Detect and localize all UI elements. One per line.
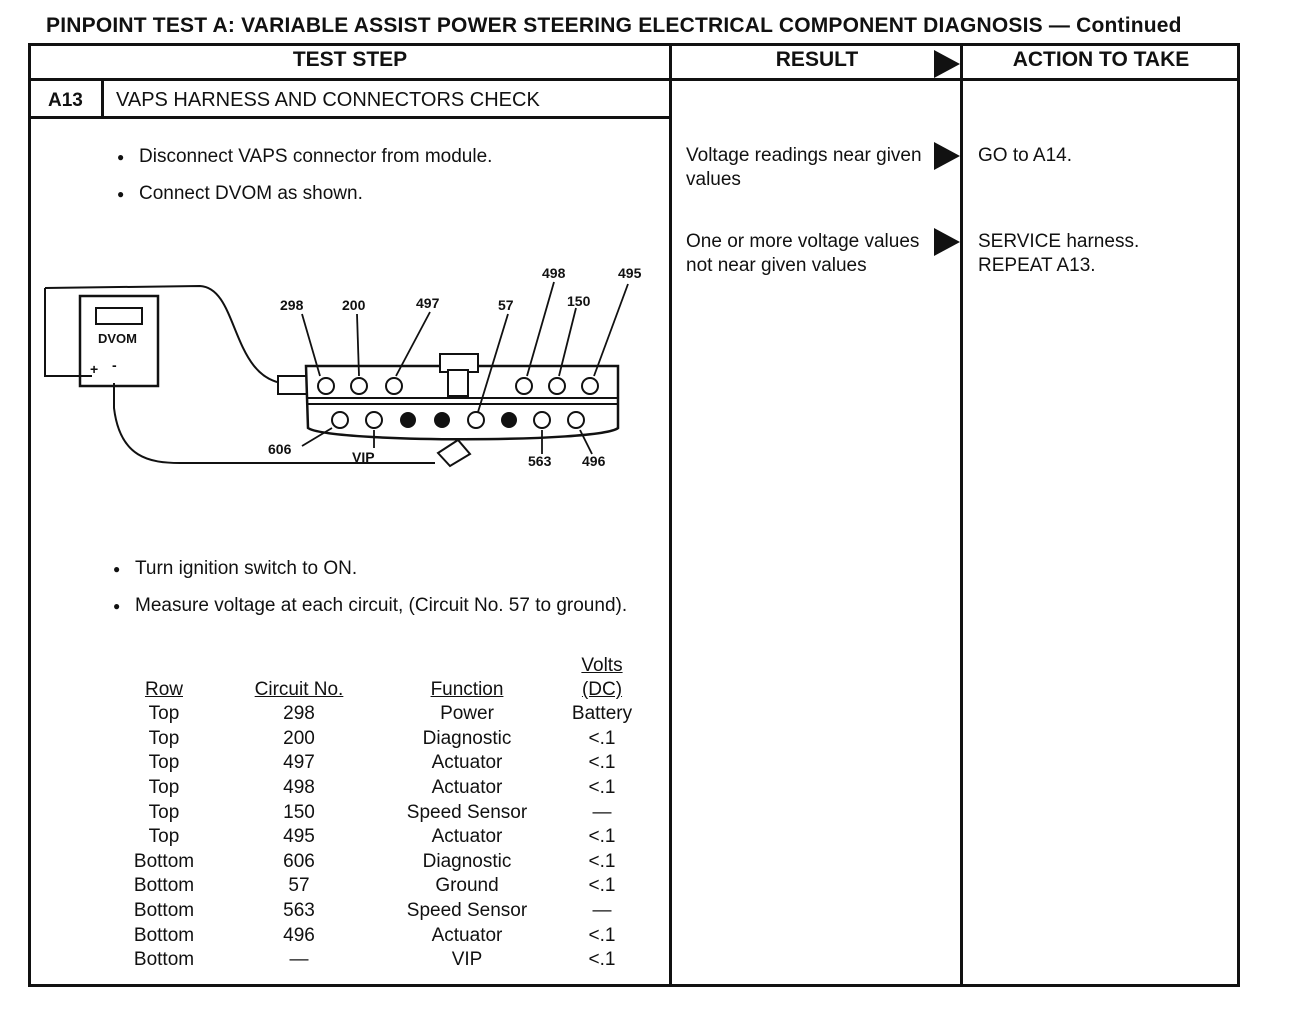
page-title: PINPOINT TEST A: VARIABLE ASSIST POWER STEERING ELECTRICAL COMPONENT DIAGNOSIS — Continued: [46, 14, 1182, 37]
result-2: One or more voltage values not near given values: [686, 231, 920, 276]
label-298: 298: [280, 297, 304, 313]
table-row: [122, 727, 662, 752]
label-498: 498: [542, 265, 566, 281]
cell-circuit: 498: [283, 777, 315, 799]
table-row: [122, 850, 662, 875]
col-row-header: Row: [144, 679, 183, 700]
cell-function: Diagnostic: [422, 850, 512, 872]
cell-row: Top: [148, 727, 180, 749]
cell-circuit: 563: [283, 900, 315, 922]
cell-volts: <.1: [588, 949, 616, 971]
instruction-2: ● Connect DVOM as shown.: [139, 182, 363, 206]
arrow-icon: [934, 142, 960, 170]
col-volts-header: Volts (DC): [581, 655, 623, 700]
cell-function: Actuator: [431, 777, 503, 799]
cell-volts: <.1: [588, 752, 616, 774]
cell-circuit: 496: [283, 924, 315, 946]
instruction-1: ● Disconnect VAPS connector from module.: [139, 145, 492, 169]
col-circuit-header: Circuit No.: [254, 679, 344, 700]
column-divider-test-step: [669, 43, 672, 987]
header-action: ACTION TO TAKE: [1012, 48, 1190, 71]
instruction-4: ● Measure voltage at each circuit, (Circuit No. 57 to ground).: [135, 594, 645, 618]
header-test-step: TEST STEP: [292, 48, 408, 71]
cell-row: Bottom: [133, 949, 195, 971]
cell-volts: <.1: [588, 727, 616, 749]
cell-circuit: 497: [283, 752, 315, 774]
cell-row: Bottom: [133, 850, 195, 872]
minus-terminal: -: [112, 357, 117, 373]
cell-function: Speed Sensor: [406, 900, 528, 922]
step-title-divider: [28, 116, 672, 119]
cell-volts: Battery: [571, 703, 633, 725]
cell-function: Actuator: [431, 752, 503, 774]
cell-circuit: 200: [283, 727, 315, 749]
cell-function: Actuator: [431, 826, 503, 848]
cell-circuit: —: [289, 949, 309, 971]
step-id-divider: [101, 78, 104, 118]
cell-volts: —: [592, 900, 612, 922]
cell-circuit: 606: [283, 850, 315, 872]
cell-function: Ground: [435, 875, 499, 897]
label-150: 150: [567, 293, 591, 309]
cell-row: Top: [148, 826, 180, 848]
cell-circuit: 495: [283, 826, 315, 848]
table-row: [122, 948, 662, 973]
result-1: Voltage readings near given values: [686, 145, 922, 190]
label-563: 563: [528, 453, 552, 469]
connector-diagram: [40, 258, 660, 478]
cell-volts: —: [592, 801, 612, 823]
instruction-3: ● Turn ignition switch to ON.: [135, 557, 357, 581]
label-200: 200: [342, 297, 366, 313]
label-606: 606: [268, 441, 292, 457]
cell-row: Top: [148, 777, 180, 799]
cell-circuit: 298: [283, 703, 315, 725]
action-2: SERVICE harness. REPEAT A13.: [978, 231, 1140, 276]
cell-function: Speed Sensor: [406, 801, 528, 823]
table-row: [122, 800, 662, 825]
cell-volts: <.1: [588, 826, 616, 848]
cell-function: Power: [440, 703, 494, 725]
header-divider: [28, 78, 1240, 81]
cell-volts: <.1: [588, 850, 616, 872]
step-id: A13: [48, 90, 83, 111]
cell-volts: <.1: [588, 924, 616, 946]
cell-function: Actuator: [431, 924, 503, 946]
cell-row: Bottom: [133, 924, 195, 946]
table-row: [122, 702, 662, 727]
label-496: 496: [582, 453, 606, 469]
action-1: GO to A14.: [978, 145, 1072, 166]
cell-circuit: 57: [288, 875, 310, 897]
cell-circuit: 150: [283, 801, 315, 823]
step-name: VAPS HARNESS AND CONNECTORS CHECK: [116, 89, 540, 111]
table-row: [122, 825, 662, 850]
voltage-table: [122, 650, 662, 973]
table-row: [122, 874, 662, 899]
table-row: [122, 899, 662, 924]
cell-volts: <.1: [588, 875, 616, 897]
cell-row: Bottom: [133, 900, 195, 922]
cell-row: Top: [148, 703, 180, 725]
plus-terminal: +: [90, 361, 99, 377]
arrow-icon: [934, 50, 960, 78]
table-row: [122, 923, 662, 948]
col-function-header: Function: [430, 679, 504, 700]
cell-function: Diagnostic: [422, 727, 512, 749]
arrow-icon: [934, 228, 960, 256]
label-497: 497: [416, 295, 440, 311]
label-57: 57: [498, 297, 514, 313]
column-divider-result: [960, 43, 963, 987]
table-row: [122, 776, 662, 801]
cell-row: Bottom: [133, 875, 195, 897]
label-vip: VIP: [352, 449, 375, 465]
cell-volts: <.1: [588, 777, 616, 799]
dvom-label: DVOM: [98, 331, 137, 346]
dvom-meter: [80, 296, 158, 386]
label-495: 495: [618, 265, 642, 281]
table-row: [122, 751, 662, 776]
cell-row: Top: [148, 752, 180, 774]
cell-row: Top: [148, 801, 180, 823]
cell-function: VIP: [451, 949, 483, 971]
header-result: RESULT: [775, 48, 859, 71]
